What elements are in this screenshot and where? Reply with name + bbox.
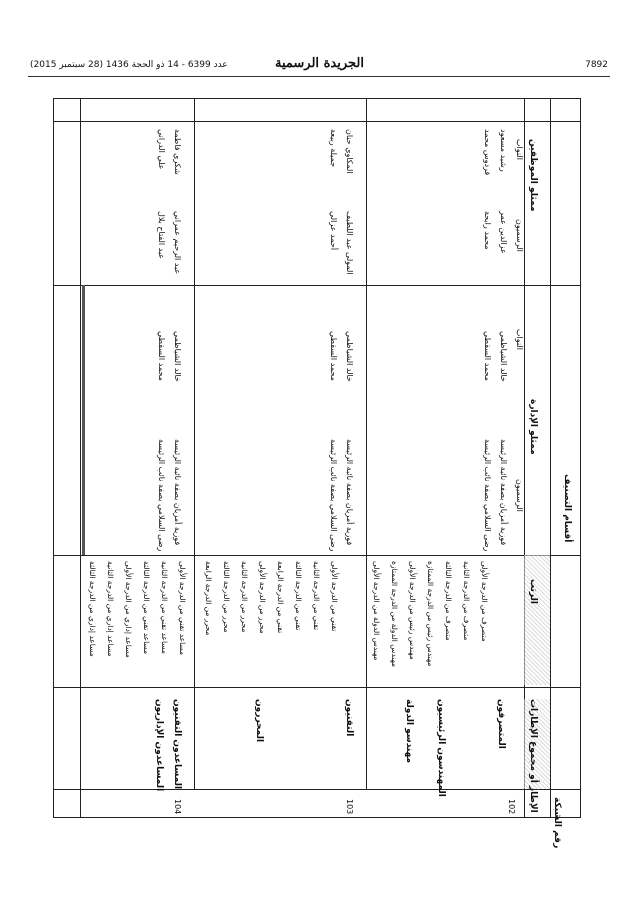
grade-item: مهندس رئيس من الدرجة الأولى	[408, 561, 417, 660]
table-divider	[54, 555, 580, 556]
col-grade-label: الرتب	[528, 579, 538, 604]
scan-shading	[524, 555, 550, 685]
grade-list	[372, 561, 489, 681]
grade-item: مهندس الدولة من الدرجة الممتازة	[390, 561, 399, 668]
grade-item: تقني من الدرجة الأولى	[330, 561, 339, 632]
admin-sub-name: محمد السقطي	[329, 331, 338, 381]
row-divider	[194, 99, 195, 789]
admin-full-label: الرسميون	[515, 479, 524, 512]
table-divider	[54, 285, 580, 286]
admin-full-name: فوزية أمزيان بصفة نائبة الرئيسة	[173, 439, 182, 546]
grade-item: محرر من الدرجة الثالثة	[222, 561, 231, 633]
grade-list	[88, 561, 187, 681]
grade-item: مساعد إداري من الدرجة الثالثة	[88, 561, 97, 657]
staff-full-name: عبد الرحيم عمراني	[173, 211, 182, 275]
row-divider	[366, 99, 367, 789]
staff-full-label: الرسميون	[515, 219, 524, 252]
admin-full-name: رضى السلامي بصفة نائب الرئيسة	[329, 439, 338, 552]
grade-item: مساعد تقني من الدرجة الثالثة	[142, 561, 151, 655]
staff-sub-name: رشيد مسعود	[499, 129, 508, 172]
grade-item: مهندس رئيس من الدرجة الممتازة	[426, 561, 435, 667]
staff-full-name: المولى عبد اللطيف	[345, 211, 354, 275]
staff-full-name: عبد الفتاح بلال	[157, 211, 166, 260]
header-rule	[28, 76, 610, 77]
grade-item: متصرف من الدرجة الأولى	[480, 561, 489, 642]
group-name: المهندسون الرئيسيون	[436, 699, 446, 797]
grade-item: تقني من الدرجة الثالثة	[294, 561, 303, 631]
table-divider	[54, 121, 580, 122]
page-number: 7892	[585, 60, 608, 70]
admin-sub-name: محمد السقطي	[483, 331, 492, 381]
admin-sub-label: النواب	[515, 329, 524, 350]
publication-title: الجريدة الرسمية	[275, 56, 364, 71]
grade-list	[204, 561, 339, 681]
staff-sub-name: علي الدراني	[157, 129, 166, 170]
admin-full-name: فوزية أمزيان بصفة نائبة الرئيسة	[499, 439, 508, 546]
table-divider	[80, 99, 81, 817]
col-number-label: رقم الشبكة	[552, 797, 562, 849]
grade-item: مهندس الدولة من الدرجة الأولى	[372, 561, 381, 661]
grade-item: تقني من الدرجة الرابعة	[276, 561, 285, 634]
staff-sub-name: المكاوي حنان	[345, 129, 354, 174]
classification-table	[53, 98, 581, 849]
col-group-label: الإطار أو مجموع الإطارات	[528, 699, 538, 813]
staff-sub-name: شكري فاطمة	[173, 129, 182, 175]
staff-full-name: عزالدين عمر	[499, 211, 508, 254]
grade-item: مساعد إداري من الدرجة الأولى	[124, 561, 133, 658]
row-number: 104	[173, 799, 182, 815]
table-divider	[54, 687, 580, 688]
grade-item: مساعد تقني من الدرجة الثانية	[160, 561, 169, 654]
grade-item: محرر من الدرجة الأولى	[258, 561, 267, 634]
grade-item: متصرف من الدرجة الثانية	[462, 561, 471, 641]
admin-full-name: رضى السلامي بصفة نائب الرئيسة	[157, 439, 166, 552]
section-label: أقسام التصنيف	[562, 474, 572, 543]
admin-full-name: رضى السلامي بصفة نائب الرئيسة	[483, 439, 492, 552]
admin-sub-name: خالد الشياظمي	[345, 331, 354, 382]
table-divider	[54, 789, 580, 790]
table-divider	[550, 99, 551, 817]
group-name: المتصرفون	[496, 699, 506, 749]
staff-sub-name: جميلة ربيعة	[329, 129, 338, 168]
admin-full-name: فوزية أمزيان بصفة نائبة الرئيسة	[345, 439, 354, 546]
grade-item: تقني من الدرجة الثانية	[312, 561, 321, 631]
grade-item: محرر من الدرجة الرابعة	[204, 561, 213, 636]
page-header	[30, 58, 608, 74]
group-name: المحررون	[254, 699, 264, 743]
group-name: مهندسو الدولة	[404, 699, 414, 764]
row-number: 102	[507, 799, 516, 815]
row-number: 103	[345, 799, 354, 815]
staff-sub-label: النواب	[515, 139, 524, 160]
admin-rep-label: ممثلو الإدارة	[528, 399, 538, 455]
row-divider	[82, 285, 85, 555]
issue-line: عدد 6399 - 14 ذو الحجة 1436 (28 سبتمبر 2015)	[30, 60, 228, 70]
group-name: التقنيون	[344, 699, 354, 737]
staff-full-name: أحمد عزالي	[329, 211, 338, 251]
admin-sub-name: خالد الشياظمي	[499, 331, 508, 382]
admin-sub-name: محمد السقطي	[157, 331, 166, 381]
group-name: المساعدون التقنيون	[172, 699, 182, 790]
group-name: المساعدون الإداريون	[154, 699, 164, 792]
admin-sub-name: خالد الشياظمي	[173, 331, 182, 382]
grade-item: مساعد إداري من الدرجة الثانية	[106, 561, 115, 657]
grade-item: محرر من الدرجة الثانية	[240, 561, 249, 633]
staff-rep-label: ممثلو الموظفين	[528, 139, 538, 212]
staff-sub-name: فردوس محمد	[483, 129, 492, 176]
grade-item: مساعد تقني من الدرجة الأولى	[178, 561, 187, 656]
grade-item: متصرف من الدرجة الثالثة	[444, 561, 453, 641]
staff-full-name: محمد رابحة	[483, 211, 492, 250]
